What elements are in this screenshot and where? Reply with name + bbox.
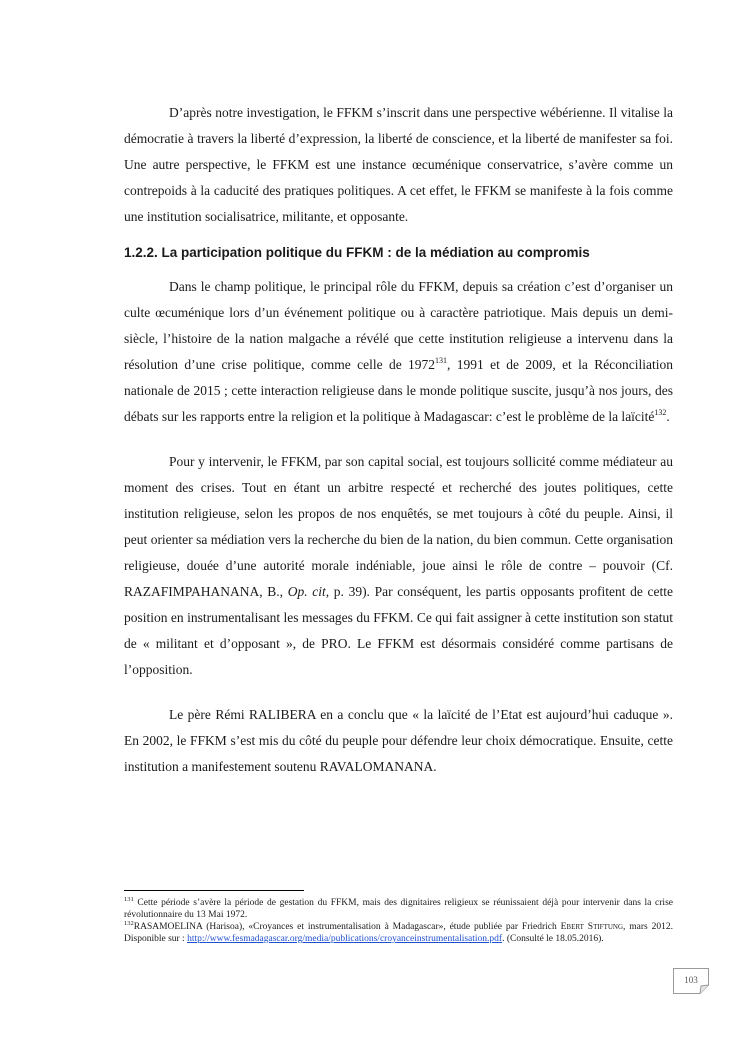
footnote-131 [124, 897, 673, 921]
page-number: 103 [684, 975, 698, 985]
paragraph-2-part-b: , 1991 et de 2009, et la Réconciliation nationale de 2015 ; cette interaction religieuse dans le monde politique suscite, jusqu’à nos jours, des débats sur les rapports entre la religion et la politique à Madagascar: c’est le problème de la laïcité [124, 357, 673, 424]
paragraph-3-part-a: Pour y intervenir, le FFKM, par son capital social, est toujours sollicité comme médiateur au moment des crises. Tout en étant un arbitre respecté et recherché des joutes politiques, cette institution religieuse, selon les propos de nos enquêtés, se met toujours à côté du peuple. Ainsi, il peut orienter sa médiation vers la recherche du bien de la nation, du bien commun. Cette organisation religieuse, douée d’une autorité morale indéniable, joue ainsi le rôle de contre – pouvoir (Cf. RAZAFIMPAHANANA, B., [124, 454, 673, 599]
footnote-text-b: , mars 2012. Disponible sur : [124, 922, 674, 944]
paragraph-2-part-c: . [666, 409, 670, 424]
paragraph-3-part-b: p. 39). Par conséquent, les partis opposants profitent de cette position en instrumentalisant les messages du FFKM. Ce qui fait assigner à cette institution son statut de « militant et d’opposant », de PRO. Le FFKM est désormais considéré comme partisans de l’opposition. [124, 584, 673, 677]
footnote-link-path[interactable]: media/publications/croyanceinstrumentalisation.pdf [305, 934, 503, 944]
paragraph-2-part-a: Dans le champ politique, le principal rôle du FFKM, depuis sa création c’est d’organiser un culte œcuménique lors d’un événement politique ou à caractère patriotique. Mais depuis un demi-siècle, l’histoire de la nation malgache a révélé que cette institution religieuse a intervenu dans la résolution d’une crise politique, comme celle de 1972 [124, 279, 673, 372]
paragraph-4: Le père Rémi RALIBERA en a conclu que « la laïcité de l’Etat est aujourd’hui caduque ». En 2002, le FFKM s’est mis du côté du peuple pour défendre leur choix démocratique. Ensuite, cette institution a manifestement soutenu RAVALOMANANA. [124, 707, 673, 774]
footnotes [124, 890, 673, 945]
footnote-ref-131[interactable]: 131 [435, 356, 448, 365]
footnote-132 [124, 921, 673, 945]
footnote-small-caps: Ebert Stiftung [560, 922, 624, 932]
footnote-text-c: . (Consulté le 18.05.2016). [502, 934, 604, 944]
paragraph-1: D’après notre investigation, le FFKM s’inscrit dans une perspective wébérienne. Il vitalise la démocratie à travers la liberté d’expression, la liberté de conscience, et la liberté de manifester sa foi. Une autre perspective, le FFKM est une instance œcuménique conservatrice, s’avère comme un contrepoids à la caducité des pratiques politiques. A cet effet, le FFKM se manifeste à la fois comme une institution socialisatrice, militante, et opposante. [124, 105, 673, 224]
footnote-link-domain[interactable]: http://www.fesmadagascar.org/ [187, 934, 306, 944]
footnote-ref-132[interactable]: 132 [654, 408, 667, 417]
footnote-text-a: RASAMOELINA (Harisoa), «Croyances et instrumentalisation à Madagascar», étude publiée par Friedrich [133, 922, 561, 932]
footnote-number: 132 [124, 920, 134, 927]
footnote-divider [124, 890, 304, 891]
page-number-box [673, 968, 709, 994]
main-text [124, 100, 673, 780]
paragraph-3-italic: Op. cit, [287, 584, 330, 599]
footnote-text: Cette période s’avère la période de gestation du FFKM, mais des dignitaires religieux se réunissaient déjà pour intervenir dans la crise révolutionnaire du 13 Mai 1972. [124, 898, 673, 920]
paragraph-2 [124, 274, 673, 430]
section-heading: 1.2.2. La participation politique du FFKM : de la médiation au compromis [124, 245, 590, 260]
paragraph-3 [124, 449, 673, 683]
footnote-number: 131 [124, 896, 134, 903]
